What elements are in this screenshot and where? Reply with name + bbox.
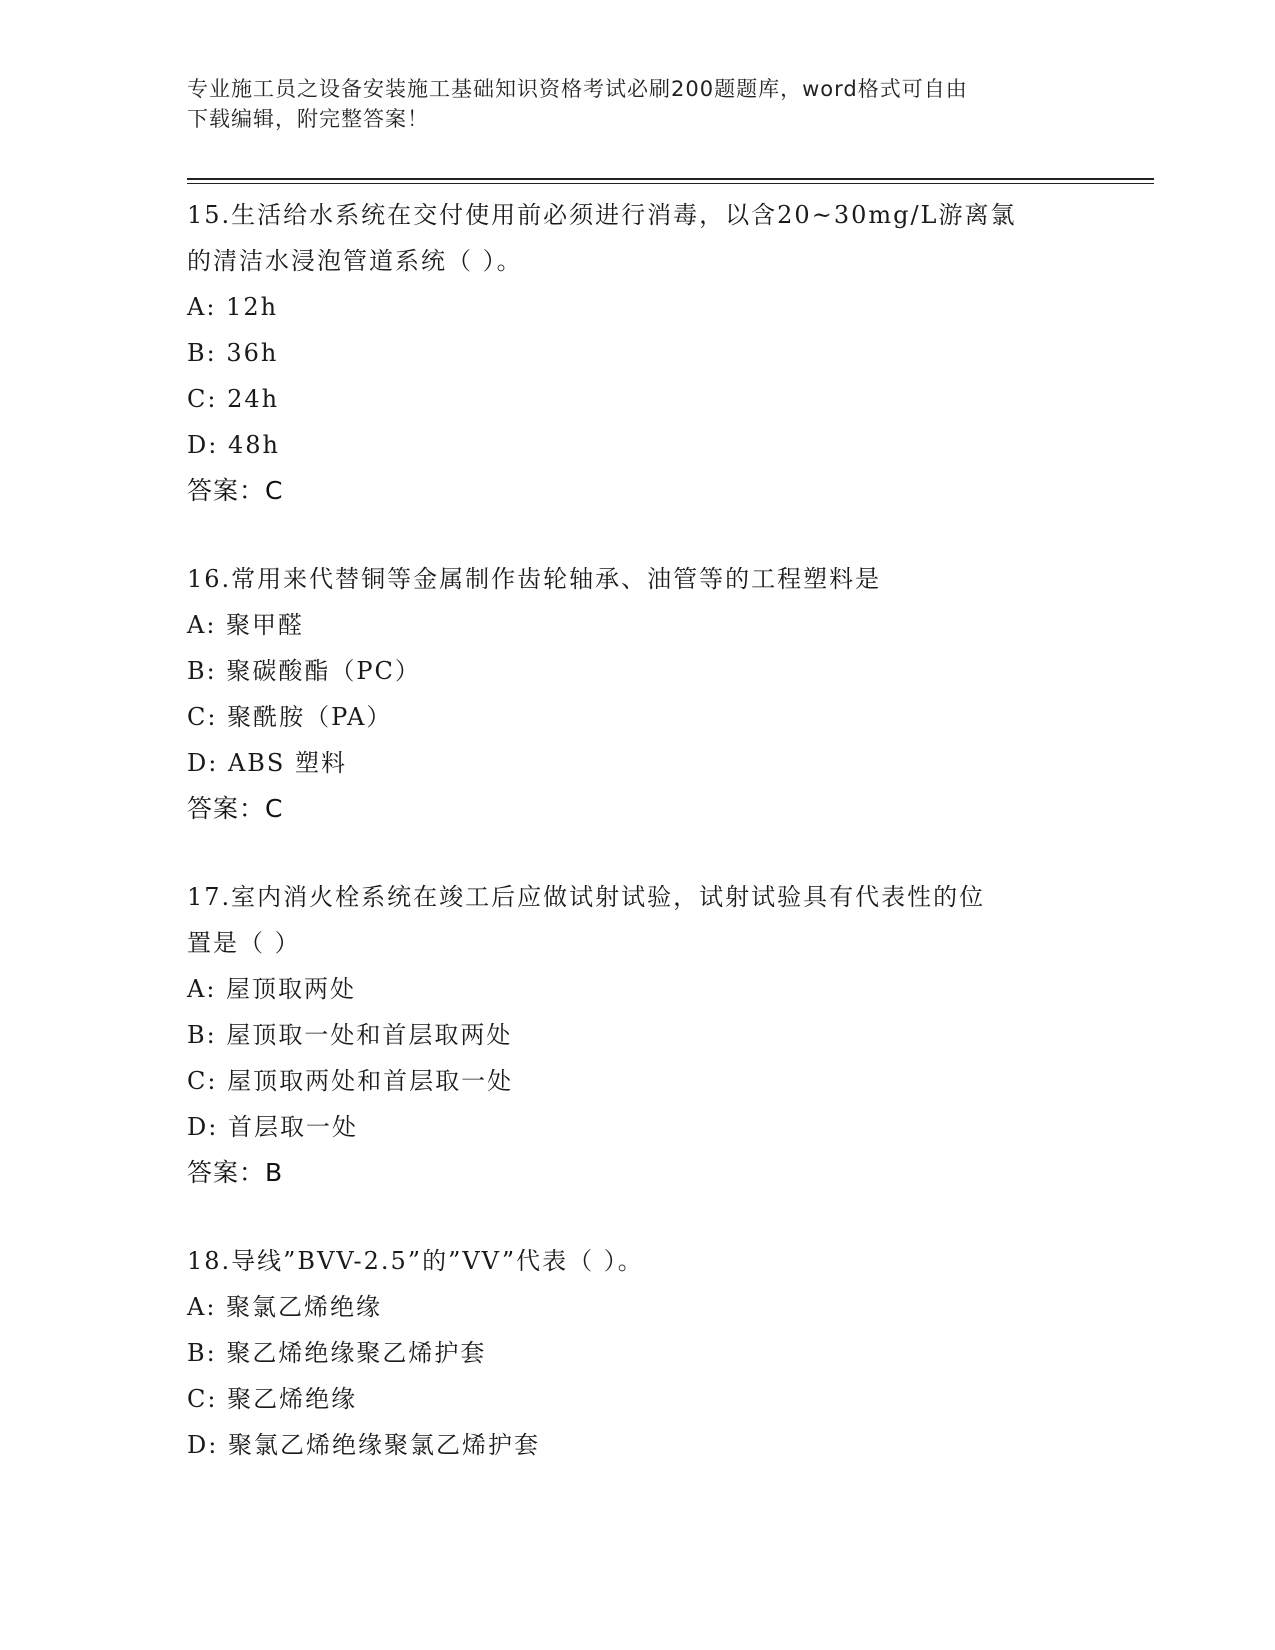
question-17-option-b: B: 屋顶取一处和首层取两处 (187, 1021, 513, 1049)
question-16 (187, 556, 1087, 832)
header-divider-thick (187, 178, 1154, 180)
question-18-option-b: B: 聚乙烯绝缘聚乙烯护套 (187, 1339, 487, 1367)
header-line-2: 下载编辑，附完整答案！ (187, 107, 429, 131)
question-16-option-d: D: ABS 塑料 (187, 749, 347, 777)
question-17 (187, 874, 1087, 1196)
question-18 (187, 1238, 1087, 1468)
question-15-option-b: B: 36h (187, 339, 279, 367)
question-17-option-d: D: 首层取一处 (187, 1113, 358, 1141)
question-list (187, 192, 1087, 1510)
question-16-option-c: C: 聚酰胺（PA） (187, 703, 393, 731)
question-15-option-a: A: 12h (187, 293, 279, 321)
question-18-text-line-1: 18.导线”BVV-2.5”的”VV”代表（ ）。 (187, 1247, 644, 1275)
question-17-answer: 答案：B (187, 1158, 284, 1187)
question-18-option-a: A: 聚氯乙烯绝缘 (187, 1293, 383, 1321)
header-line-1: 专业施工员之设备安装施工基础知识资格考试必刷200题题库，word格式可自由 (187, 77, 968, 101)
question-17-option-c: C: 屋顶取两处和首层取一处 (187, 1067, 514, 1095)
question-17-text-line-1: 17.室内消火栓系统在竣工后应做试射试验，试射试验具有代表性的位 (187, 883, 986, 911)
question-15-answer: 答案：C (187, 476, 284, 505)
question-15 (187, 192, 1087, 514)
question-17-option-a: A: 屋顶取两处 (187, 975, 357, 1003)
question-16-text-line-1: 16.常用来代替铜等金属制作齿轮轴承、油管等的工程塑料是 (187, 565, 882, 593)
question-15-text-line-1: 15.生活给水系统在交付使用前必须进行消毒，以含20~30mg/L游离氯 (187, 201, 1017, 229)
question-16-option-a: A: 聚甲醛 (187, 611, 305, 639)
question-16-option-b: B: 聚碳酸酯（PC） (187, 657, 421, 685)
question-15-text-line-2: 的清洁水浸泡管道系统（ ）。 (187, 247, 523, 275)
question-17-text-line-2: 置是（ ） (187, 929, 301, 957)
question-15-option-d: D: 48h (187, 431, 280, 459)
question-18-option-d: D: 聚氯乙烯绝缘聚氯乙烯护套 (187, 1431, 540, 1459)
header-divider-thin (187, 183, 1154, 184)
question-15-option-c: C: 24h (187, 385, 280, 413)
document-header (187, 74, 1067, 134)
question-18-option-c: C: 聚乙烯绝缘 (187, 1385, 358, 1413)
question-16-answer: 答案：C (187, 794, 284, 823)
